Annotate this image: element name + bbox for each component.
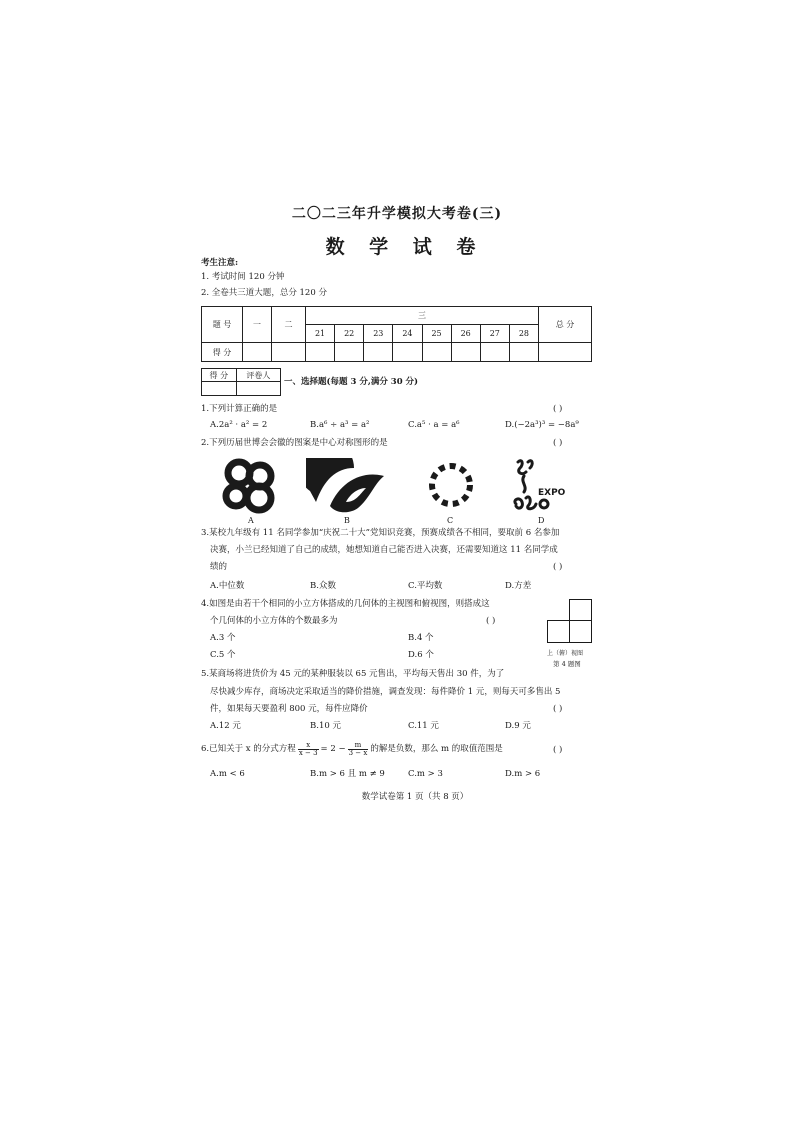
q4-line: 4.如图是由若干个相同的小立方体搭成的几何体的主视图和俯视图，则搭成这 [201,599,490,609]
q6-option-b: B.m > 6 且 m ≠ 9 [310,769,385,779]
subcol-28: 28 [509,325,538,343]
q5-option-c: C.11 元 [408,721,439,731]
q4-option-c: C.5 个 [210,650,236,660]
q6-frac1-den: x − 3 [298,749,318,757]
q4-option-a: A.3 个 [210,633,236,643]
q3-option-a: A.中位数 [210,581,245,591]
q6-stem-post: 的解是负数，那么 m 的取值范围是 [370,744,503,755]
subcol-24: 24 [393,325,422,343]
grader-score-label: 得 分 [202,369,237,382]
q3-option-b: B.众数 [310,581,336,591]
q6-option-c: C.m > 3 [408,769,443,779]
score-cell [393,343,422,362]
q5-line: 件，如果每天要盈利 800 元，每件应降价 [210,704,368,714]
exam-title: 二〇二三年升学模拟大考卷(三) [291,206,503,222]
expo-logo-a-rings-icon [222,456,282,516]
exam-subtitle: 数 学 试 卷 [325,236,485,258]
subcol-25: 25 [422,325,451,343]
q4-option-d: D.6 个 [408,650,434,660]
score-cell [243,343,272,362]
q2-label-c: C [447,516,454,525]
q3-option-c: C.平均数 [408,581,443,591]
subcol-22: 22 [335,325,364,343]
q4-fig-caption: 上（俯）视图 [547,650,584,657]
q3-answer-paren: ( ) [553,562,563,572]
q1-option-b: B.a⁶ ÷ a³ = a² [310,420,370,430]
q2-label-a: A [248,516,254,525]
q4-line: 个几何体的小立方体的个数最多为 [210,616,338,626]
q1-stem: 1.下列计算正确的是 [201,404,278,414]
q2-label-b: B [344,516,350,525]
note-item: 1. 考试时间 120 分钟 [201,272,285,282]
expo-text: EXPO [538,488,566,498]
q4-option-b: B.4 个 [408,633,434,643]
score-cell [451,343,480,362]
expo-logo-d-2010-icon [510,456,570,514]
score-cell [364,343,393,362]
q5-answer-paren: ( ) [553,704,563,714]
q5-option-d: D.9 元 [505,721,531,731]
q1-option-a: A.2a² · a² = 2 [210,420,268,430]
q6-frac2-den: 3 − x [348,749,368,757]
q2-answer-paren: ( ) [553,438,563,448]
grader-box [201,368,281,396]
page-footer: 数学试卷第 1 页（共 8 页） [361,792,469,802]
subcol-21: 21 [306,325,335,343]
row-label-score: 得 分 [202,343,243,362]
q5-line: 尽快减少库存，商场决定采取适当的降价措施，调查发现：每件降价 1 元，则每天可多售出 5 [210,687,561,697]
q6-stem-mid: = 2 − [320,744,346,755]
q3-line: 3.某校九年级有 11 名同学参加“庆祝二十大”党知识竞赛，预赛成绩各不相同，要取前 6 名参加 [201,528,560,538]
subcol-26: 26 [451,325,480,343]
q5-line: 5.某商场将进货价为 45 元的某种服装以 65 元售出，平均每天售出 30 件，为了 [201,669,505,679]
note-item: 2. 全卷共三道大题，总分 120 分 [201,288,327,298]
score-cell [509,343,538,362]
q6-stem [201,742,503,757]
q6-frac2-num: m [348,742,369,750]
expo-logo-c-dashed-ring-icon [426,460,476,510]
q5-option-a: A.12 元 [210,721,241,731]
score-cell [306,343,335,362]
score-cell [539,343,592,362]
score-table [201,306,592,362]
grader-name-cell [236,382,280,396]
q5-option-b: B.10 元 [310,721,341,731]
notes-heading: 考生注意: [201,258,239,268]
q1-option-d: D.(−2a³)³ = −8a⁹ [505,420,579,430]
row-label-question: 题 号 [202,307,243,343]
col-section-3: 三 [306,307,539,325]
q6-fraction-2 [348,742,369,757]
q2-stem: 2.下列历届世博会会徽的图案是中心对称图形的是 [201,438,388,448]
q3-option-d: D.方差 [505,581,532,591]
q1-option-c: C.a⁵ · a = a⁶ [408,420,460,430]
score-cell [480,343,509,362]
grader-name-label: 评卷人 [236,369,280,382]
section1-heading: 一、选择题(每题 3 分,满分 30 分) [284,377,419,387]
q4-topview-figure [546,599,594,645]
q6-stem-pre: 6.已知关于 x 的分式方程 [201,744,296,755]
score-cell [422,343,451,362]
q2-label-d: D [538,516,545,525]
subcol-27: 27 [480,325,509,343]
score-cell [272,343,306,362]
q3-line: 绩的 [210,562,228,572]
q6-fraction-1 [298,742,319,757]
col-section-1: 一 [243,307,272,343]
q4-fig-number: 第 4 题图 [553,660,581,668]
grader-score-cell [202,382,237,396]
expo-logo-b-sun-icon [306,458,386,514]
score-cell [335,343,364,362]
q4-answer-paren: ( ) [486,616,496,626]
col-total: 总 分 [539,307,592,343]
q6-answer-paren: ( ) [553,745,563,755]
q6-option-a: A.m < 6 [210,769,245,779]
q3-line: 决赛，小兰已经知道了自己的成绩，她想知道自己能否进入决赛，还需要知道这 11 名同学成 [210,545,558,555]
q6-frac1-num: x [298,742,319,750]
q1-answer-paren: ( ) [553,404,563,414]
col-section-2: 二 [272,307,306,343]
q6-option-d: D.m > 6 [505,769,541,779]
subcol-23: 23 [364,325,393,343]
